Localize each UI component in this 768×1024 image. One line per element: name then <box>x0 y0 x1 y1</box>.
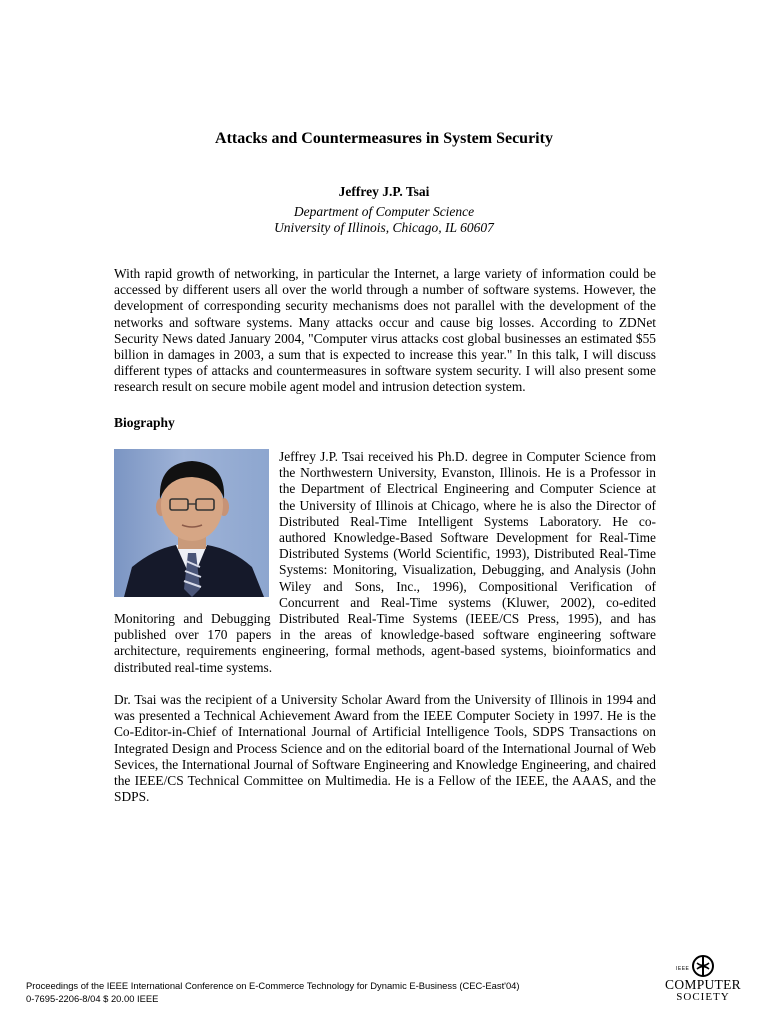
author-photo <box>114 449 269 597</box>
biography-paragraph-1: Jeffrey J.P. Tsai received his Ph.D. degree in Computer Science from the Northwestern University, Evanston, Illinois. He is a Professor in the Department of Electrical Engineering and Computer Science at the University of Illinois at Chicago, where he is also the Director of Distributed Real-Time Intelligent Systems Laboratory. He co-authored Knowledge-Based Software Development for Real-Time Distributed Systems (World Scientific, 1993), Distributed Real-Time Systems: Monitoring, Visualization, Debugging, and Analysis (John Wiley and Sons, Inc., 1996), Compositional Verification of Concurrent and Real-Time systems (Kluwer, 2002), co-edited Monitoring and Debugging Distributed Real-Time Systems (IEEE/CS Press, 1995), and has published over 170 papers in the areas of knowledge-based software engineering software architecture, requirements engineering, formal methods, agent-based systems, bioinformatics and distributed real-time systems. <box>114 449 656 675</box>
author-department: Department of Computer Science <box>293 204 475 219</box>
biography-heading: Biography <box>114 415 175 430</box>
footer-isbn: 0-7695-2206-8/04 $ 20.00 IEEE <box>26 993 159 1004</box>
logo-ieee-text: IEEE <box>676 966 690 972</box>
author-university: University of Illinois, Chicago, IL 60607 <box>274 220 494 235</box>
biography-paragraph-2: Dr. Tsai was the recipient of a University Scholar Award from the University of Illinois in 1994 and was presented a Technical Achievement Award from the IEEE Computer Society in 1997. He is the Co-Editor-in-Chief of International Journal of Artificial Intelligence Tools, SDPS Transactions on Integrated Design and Process Science and on the editorial board of the International Journal of Web Sevices, the International Journal of Software Engineering and Knowledge Engineering, and chaired the IEEE/CS Technical Committee on Multimedia. He is a Fellow of the IEEE, the AAAS, and the SDPS. <box>114 692 656 805</box>
computer-society-logo <box>662 954 744 1006</box>
biography-section <box>114 449 656 676</box>
ieee-emblem-icon <box>690 954 716 978</box>
footer-proceedings: Proceedings of the IEEE International Conference on E-Commerce Technology for Dynamic E-Business (CEC-East'04) <box>26 980 520 991</box>
logo-computer-text: COMPUTER <box>665 977 741 992</box>
author-name: Jeffrey J.P. Tsai <box>338 184 430 199</box>
abstract-paragraph: With rapid growth of networking, in particular the Internet, a large variety of information could be accessed by different users all over the world through a number of software systems. However, the development of corresponding security mechanisms does not parallel with the development of the networks and software systems. Many attacks occur and cause big losses. According to ZDNet Security News dated January 2004, "Computer virus attacks cost global businesses an estimated $55 billion in damages in 2003, a sum that is expected to increase this year." In this talk, I will discuss different types of attacks and countermeasures in software system security. I will also present some research result on secure mobile agent model and intrusion detection system. <box>114 266 656 395</box>
logo-society-text: SOCIETY <box>676 991 730 1003</box>
paper-title: Attacks and Countermeasures in System Security <box>215 130 553 147</box>
